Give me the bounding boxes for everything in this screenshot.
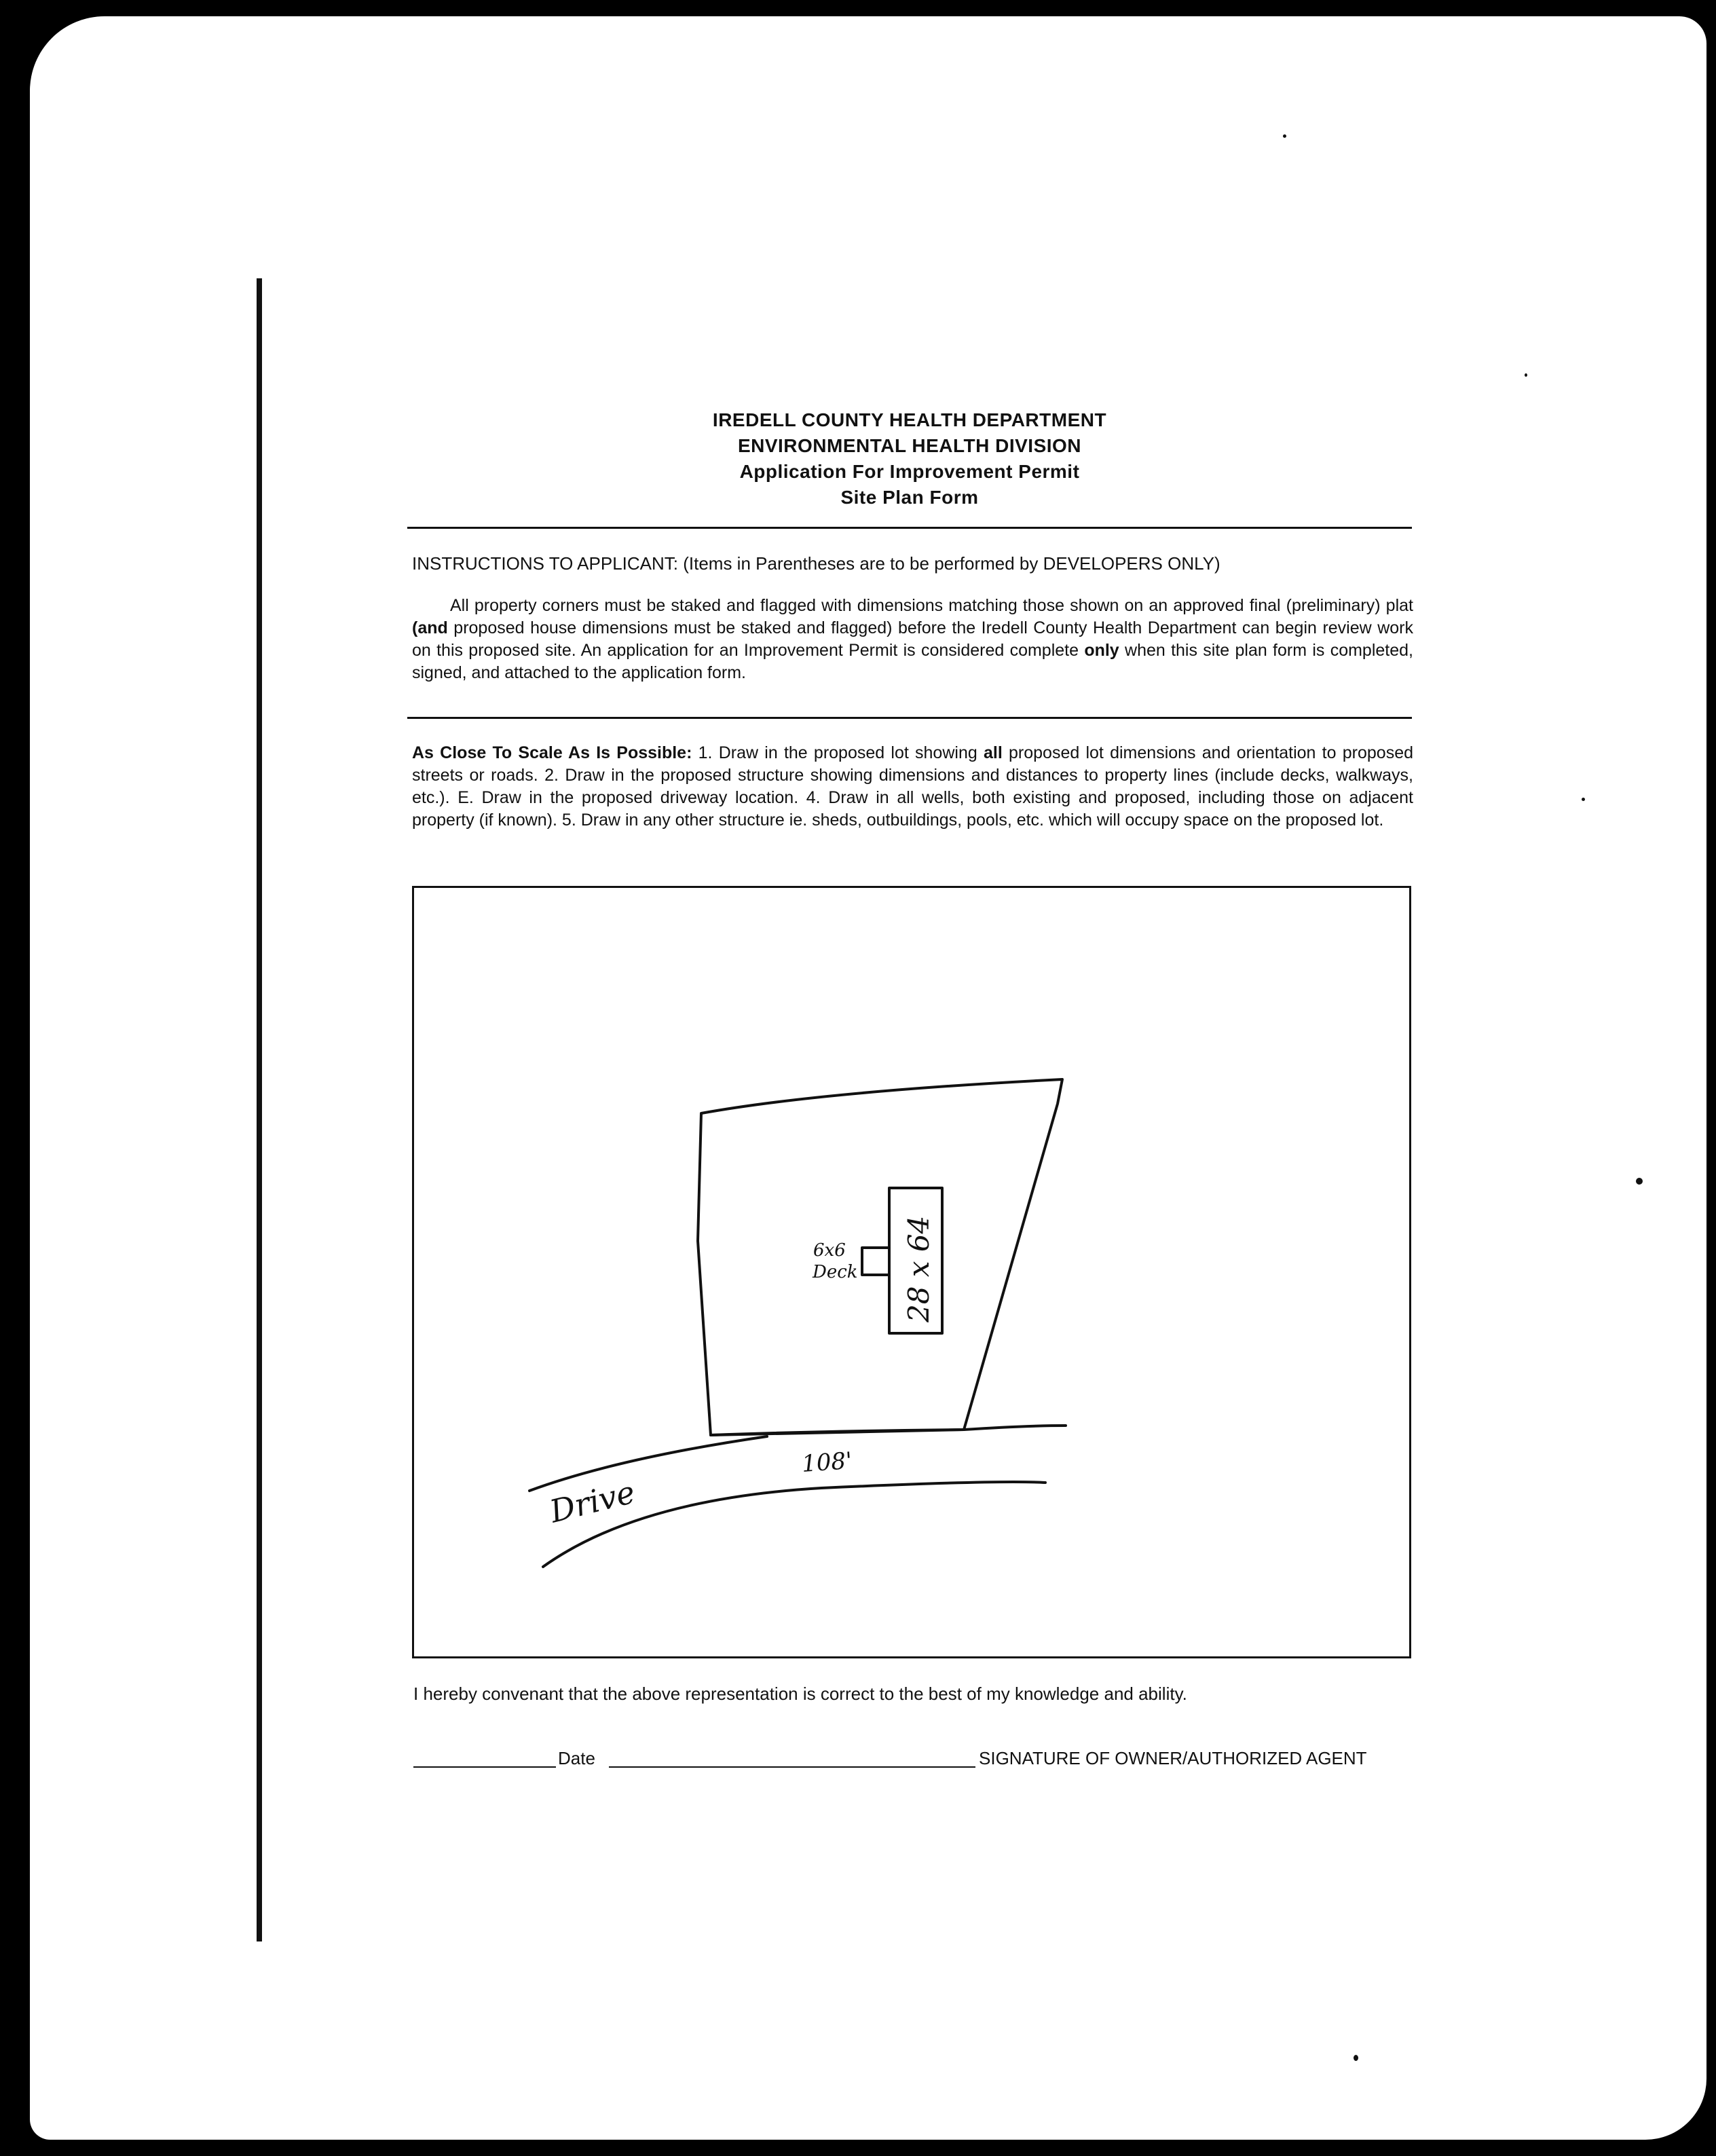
site-plan-sketch xyxy=(414,888,1413,1660)
instructions-title: INSTRUCTIONS TO APPLICANT: (Items in Parentheses are to be performed by DEVELOPERS ONLY) xyxy=(412,553,1220,574)
date-line xyxy=(413,1766,556,1768)
signature-row xyxy=(412,1745,1417,1772)
scan-speck xyxy=(1525,373,1527,377)
signature-label: SIGNATURE OF OWNER/AUTHORIZED AGENT xyxy=(979,1748,1367,1768)
form-header xyxy=(611,407,1208,510)
scan-speck xyxy=(1354,2055,1358,2061)
lot-boundary xyxy=(698,1079,1062,1435)
scan-edge-line xyxy=(257,278,262,1941)
site-plan-drawing-area xyxy=(412,886,1411,1658)
instructions-paragraph: All property corners must be staked and flagged with dimensions matching those shown on an approved final (preliminary) plat (and proposed house dimensions must be staked and flagged) before the Iredell County Health Department can begin review work on this proposed site. An application for an Improvement Permit is considered complete only when this site plan form is completed, signed, and attached to the application form. xyxy=(412,596,1413,682)
deck-outline xyxy=(862,1248,889,1275)
scale-instructions-lead: As Close To Scale As Is Possible: xyxy=(412,743,692,762)
scan-speck xyxy=(1636,1178,1643,1185)
deck-label-text: Deck xyxy=(813,1262,858,1282)
scan-speck xyxy=(1283,134,1286,138)
road-name-label: Drive xyxy=(546,1473,639,1530)
divider-middle xyxy=(407,717,1412,719)
frontage-dimension-label: 108' xyxy=(800,1447,853,1478)
covenant-statement: I hereby convenant that the above representation is correct to the best of my knowledge and ability. xyxy=(413,1684,1187,1704)
divider-top xyxy=(407,527,1412,529)
date-label: Date xyxy=(558,1748,595,1768)
deck-label-size: 6x6 xyxy=(813,1240,846,1261)
form-title: Site Plan Form xyxy=(840,487,979,508)
department-name: IREDELL COUNTY HEALTH DEPARTMENT xyxy=(712,409,1107,430)
signature-line xyxy=(609,1766,975,1768)
division-name: ENVIRONMENTAL HEALTH DIVISION xyxy=(737,435,1082,456)
house-dimensions-label: 28 x 64 xyxy=(902,1215,935,1322)
scale-instructions-paragraph: As Close To Scale As Is Possible: 1. Draw in the proposed lot showing all proposed lot dimensions and orientation to proposed streets or roads. 2. Draw in the proposed structure showing dimensions and distances to property lines (include decks, walkways, etc.). E. Draw in the proposed driveway location. 4. Draw in all wells, both existing and proposed, including those on adjacent property (if known). 5. Draw in any other structure ie. sheds, outbuildings, pools, etc. which will occupy space on the proposed lot. xyxy=(412,743,1413,830)
form-purpose: Application For Improvement Permit xyxy=(739,461,1080,482)
scan-speck xyxy=(1582,798,1585,801)
frontage-road-edge xyxy=(711,1426,1066,1435)
road-top-edge xyxy=(529,1436,767,1491)
